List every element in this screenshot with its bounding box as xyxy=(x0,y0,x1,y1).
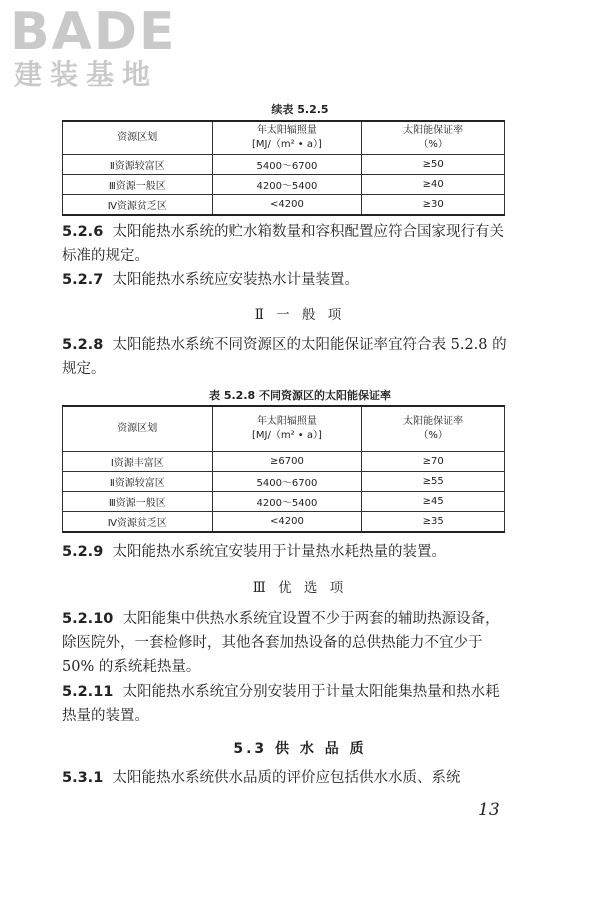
clause-5-2-6 xyxy=(62,220,510,268)
clause-5-3-1 xyxy=(62,766,510,790)
section-heading-preferred: Ⅲ 优 选 项 xyxy=(252,580,348,596)
table2-header-guarantee: 太阳能保证率 （%） xyxy=(362,406,505,452)
table-cell: Ⅲ资源一般区 xyxy=(63,175,213,195)
clause-5-2-7 xyxy=(62,268,510,292)
table-cell: Ⅳ资源贫乏区 xyxy=(63,195,213,216)
table2-header-region: 资源区划 xyxy=(63,406,213,452)
table-row xyxy=(63,492,505,512)
clause-text: 太阳能热水系统的贮水箱数量和容积配置应符合国家现行有关标准的规定。 xyxy=(62,224,505,264)
table-cell: Ⅰ资源丰富区 xyxy=(63,452,213,472)
section-heading-5-3: 5.3 供 水 品 质 xyxy=(233,741,367,757)
table-cell: ≥30 xyxy=(362,195,505,216)
table-cell: <4200 xyxy=(212,512,362,533)
table2 xyxy=(62,405,505,533)
table-cell: 5400～6700 xyxy=(212,472,362,492)
clause-text: 太阳能集中供热水系统宜设置不少于两套的辅助热源设备，除医院外，一套检修时，其他各套加热设备的总供热能力不宜少于 50% 的系统耗热量。 xyxy=(62,611,500,675)
table-cell: Ⅳ资源贫乏区 xyxy=(63,512,213,533)
table-cell: ≥55 xyxy=(362,472,505,492)
clause-text: 太阳能热水系统应安装热水计量装置。 xyxy=(112,272,360,288)
clause-number: 5.2.10 xyxy=(62,611,114,627)
table1-header-guarantee: 太阳能保证率 （%） xyxy=(362,121,505,155)
table-cell: 4200～5400 xyxy=(212,492,362,512)
table-cell: ≥40 xyxy=(362,175,505,195)
table-cell: Ⅱ资源较富区 xyxy=(63,472,213,492)
table1 xyxy=(62,120,505,216)
table-row xyxy=(63,452,505,472)
table-row xyxy=(63,175,505,195)
clause-5-2-8 xyxy=(62,333,510,381)
table-row xyxy=(63,472,505,492)
table1-header-row xyxy=(63,121,505,155)
clause-5-2-11 xyxy=(62,680,510,728)
section-heading-general: Ⅱ 一 般 项 xyxy=(254,307,346,323)
clause-number: 5.2.8 xyxy=(62,337,104,353)
clause-text: 太阳能热水系统不同资源区的太阳能保证率宜符合表 5.2.8 的规定。 xyxy=(62,337,507,377)
table-cell: ≥35 xyxy=(362,512,505,533)
logo-wordmark: BADE xyxy=(10,2,177,62)
table1-header-irradiation: 年太阳辐照量 [MJ/（m² • a）] xyxy=(212,121,362,155)
table-row xyxy=(63,195,505,216)
clause-number: 5.2.6 xyxy=(62,224,104,240)
table1-header-region: 资源区划 xyxy=(63,121,213,155)
table-cell: ≥6700 xyxy=(212,452,362,472)
clause-text: 太阳能热水系统宜分别安装用于计量太阳能集热量和热水耗热量的装置。 xyxy=(62,684,500,724)
clause-number: 5.2.7 xyxy=(62,272,104,288)
clause-5-2-10 xyxy=(62,607,510,679)
table-cell: ≥70 xyxy=(362,452,505,472)
table-cell: ≥50 xyxy=(362,155,505,175)
table-row xyxy=(63,155,505,175)
table-cell: Ⅲ资源一般区 xyxy=(63,492,213,512)
table2-header-irradiation: 年太阳辐照量 [MJ/（m² • a）] xyxy=(212,406,362,452)
page-number: 13 xyxy=(478,800,500,820)
clause-text: 太阳能热水系统宜安装用于计量热水耗热量的装置。 xyxy=(112,544,447,560)
clause-5-2-9 xyxy=(62,540,510,564)
table-cell: 4200～5400 xyxy=(212,175,362,195)
table2-caption: 表 5.2.8 不同资源区的太阳能保证率 xyxy=(209,389,391,402)
table-cell: <4200 xyxy=(212,195,362,216)
logo-subtitle: 建装基地 xyxy=(14,58,159,91)
clause-number: 5.2.9 xyxy=(62,544,104,560)
table-row xyxy=(63,512,505,533)
clause-number: 5.2.11 xyxy=(62,684,114,700)
table-cell: Ⅱ资源较富区 xyxy=(63,155,213,175)
table-cell: ≥45 xyxy=(362,492,505,512)
bade-logo xyxy=(10,4,177,90)
table1-caption: 续表 5.2.5 xyxy=(271,103,329,116)
clause-text: 太阳能热水系统供水品质的评价应包括供水水质、系统 xyxy=(112,770,461,786)
table-cell: 5400～6700 xyxy=(212,155,362,175)
table2-header-row xyxy=(63,406,505,452)
clause-number: 5.3.1 xyxy=(62,770,104,786)
